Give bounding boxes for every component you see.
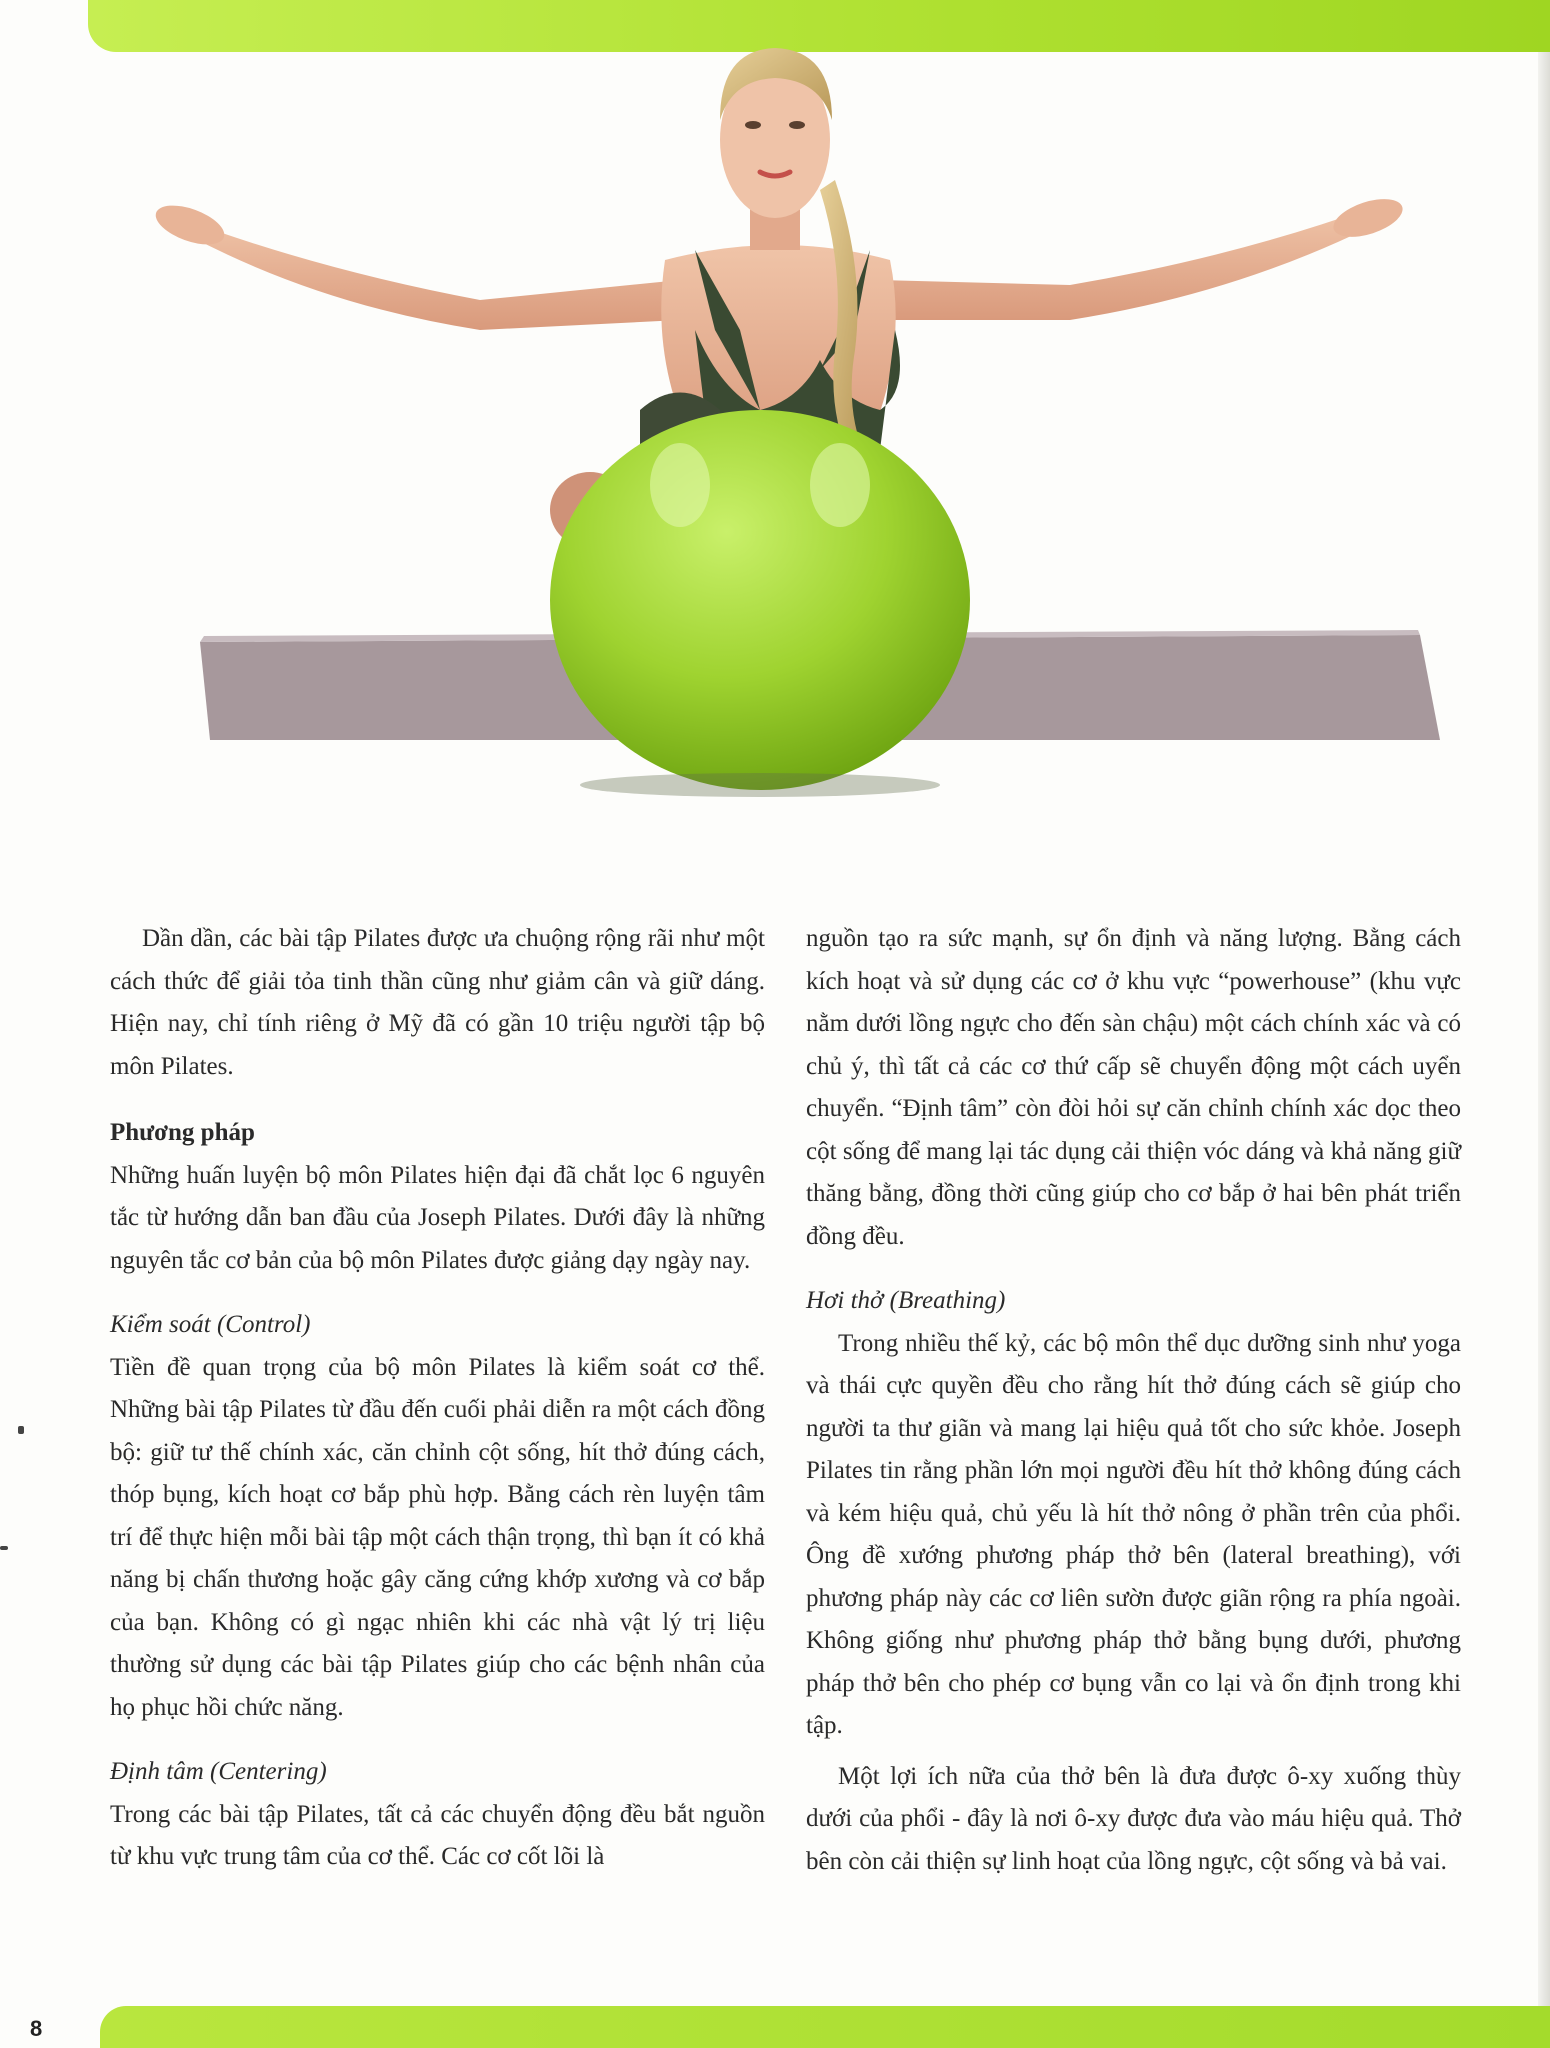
breathing-heading: Hơi thở (Breathing) [806, 1287, 1006, 1314]
exercise-ball [550, 410, 970, 790]
breathing-paragraph-2: Một lợi ích nữa của thở bên là đưa được ô-xy xuống thùy dưới của phổi - đây là nơi ô-xy được đưa vào máu hiệu quả. Thở bên còn cải thiện sự linh hoạt của lồng ngực, cột sống và bả vai. [806, 1762, 1461, 1875]
page-edge-shadow [1538, 52, 1550, 2006]
centering-heading: Định tâm (Centering) [110, 1758, 327, 1785]
page-number: 8 [30, 2016, 43, 2041]
centering-continued-paragraph: nguồn tạo ra sức mạnh, sự ổn định và năng lượng. Bằng cách kích hoạt và sử dụng các cơ ở khu vực “powerhouse” (khu vực nằm dưới lồng ngực cho đến sàn chậu) một cách chính xác và có chủ ý, thì tất cả các cơ thứ cấp sẽ chuyển động một cách uyển chuyển. “Định tâm” còn đòi hỏi sự căn chỉnh chính xác dọc theo cột sống để mang lại tác dụng cải thiện vóc dáng và khả năng giữ thăng bằng, đồng thời cũng giúp cho cơ bắp ở hai bên phát triển đồng đều. [806, 925, 1461, 1250]
breathing-paragraph-1: Trong nhiều thế kỷ, các bộ môn thể dục dưỡng sinh như yoga và thái cực quyền đều cho rằng hít thở đúng cách sẽ giúp cho người ta thư giãn và mang lại hiệu quả tốt cho sức khỏe. Joseph Pilates tin rằng phần lớn mọi người đều hít thở không đúng cách và kém hiệu quả, chủ yếu là hít thở nông ở phần trên của phổi. Ông đề xướng phương pháp thở bên (lateral breathing), với phương pháp này các cơ liên sườn được giãn rộng ra phía ngoài. Không giống như phương pháp thở bằng bụng dưới, phương pháp thở bên cho phép cơ bụng vẫn co lại và ổn định trong khi tập. [806, 1329, 1461, 1739]
intro-paragraph: Dần dần, các bài tập Pilates được ưa chuộng rộng rãi như một cách thức để giải tỏa tinh thần cũng như giảm cân và giữ dáng. Hiện nay, chỉ tính riêng ở Mỹ đã có gần 10 triệu người tập bộ môn Pilates. [110, 925, 765, 1080]
method-heading: Phương pháp [110, 1119, 255, 1146]
bottom-decorative-bar [100, 2006, 1550, 2048]
margin-mark [0, 1546, 8, 1550]
centering-paragraph: Trong các bài tập Pilates, tất cả các chuyển động đều bắt nguồn từ khu vực trung tâm của cơ thể. Các cơ cốt lõi là [110, 1800, 765, 1870]
right-column [806, 918, 1461, 1883]
margin-mark [18, 1426, 24, 1434]
pilates-ball-photo [120, 30, 1450, 860]
control-heading: Kiểm soát (Control) [110, 1311, 311, 1338]
control-paragraph: Tiền đề quan trọng của bộ môn Pilates là kiểm soát cơ thể. Những bài tập Pilates từ đầu đến cuối phải diễn ra một cách đồng bộ: giữ tư thế chính xác, căn chỉnh cột sống, hít thở đúng cách, thóp bụng, kích hoạt cơ bắp phù hợp. Bằng cách rèn luyện tâm trí để thực hiện mỗi bài tập một cách thận trọng, thì bạn ít có khả năng bị chấn thương hoặc gây căng cứng khớp xương và cơ bắp của bạn. Không có gì ngạc nhiên khi các nhà vật lý trị liệu thường sử dụng các bài tập Pilates giúp cho các bệnh nhân của họ phục hồi chức năng. [110, 1353, 765, 1721]
method-paragraph: Những huấn luyện bộ môn Pilates hiện đại đã chắt lọc 6 nguyên tắc từ hướng dẫn ban đầu của Joseph Pilates. Dưới đây là những nguyên tắc cơ bản của bộ môn Pilates được giảng dạy ngày nay. [110, 1161, 765, 1274]
left-column [110, 918, 765, 1879]
